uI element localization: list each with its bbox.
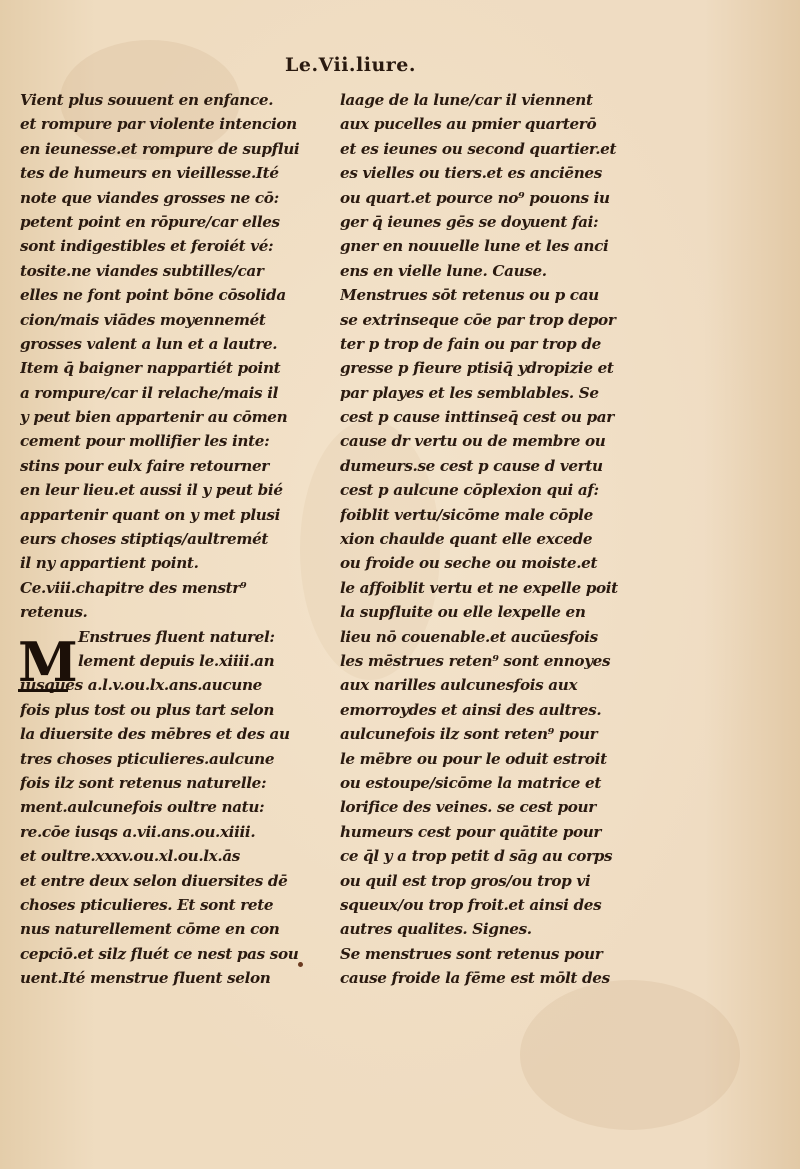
chapter-heading: Ce.viii.chapitre des menstr⁹ <box>20 578 247 597</box>
drop-initial-letter: M <box>18 630 78 694</box>
text-line: cause dr vertu ou de membre ou <box>340 432 606 451</box>
running-title: Le.Vii.liure. <box>285 54 416 76</box>
text-line: y peut bien appartenir au cōmen <box>20 408 288 427</box>
text-line: Item q̄ baigner nappartiét point <box>20 359 281 378</box>
text-line: ou froide ou seche ou moiste.et <box>340 554 598 573</box>
text-line: et oultre.xxxv.ou.xl.ou.lx.ās <box>20 847 241 866</box>
text-line: iusques a.l.v.ou.lx.ans.aucune <box>20 676 262 695</box>
text-line: Se menstrues sont retenus pour <box>340 944 603 963</box>
text-line: par playes et les semblables. Se <box>340 383 599 402</box>
text-line: eurs choses stiptiqs/aultremét <box>20 530 269 549</box>
left-column <box>20 88 322 990</box>
right-column <box>340 88 652 990</box>
text-line: emorroydes et ainsi des aultres. <box>340 700 602 719</box>
text-line: tosite.ne viandes subtilles/car <box>20 261 264 280</box>
text-line: ou estoupe/sicōme la matrice et <box>340 773 602 792</box>
text-line: et es ieunes ou second quartier.et <box>340 139 617 158</box>
text-line: cause froide la fēme est mōlt des <box>340 969 610 988</box>
text-line: le mēbre ou pour le oduit estroit <box>340 749 607 768</box>
text-line: Enstrues fluent naturel: <box>78 627 275 646</box>
text-line: gner en nouuelle lune et les anci <box>340 237 609 256</box>
text-line: fois plus tost ou plus tart selon <box>20 700 275 719</box>
text-line: ter p trop de fain ou par trop de <box>340 334 601 353</box>
text-line: petent point en rōpure/car elles <box>20 212 280 231</box>
text-line: la diuersite des mēbres et des au <box>20 725 290 744</box>
text-line: nus naturellement cōme en con <box>20 920 280 939</box>
text-line: les mēstrues reten⁹ sont ennoyes <box>340 651 611 670</box>
text-line: grosses valent a lun et a lautre. <box>20 334 278 353</box>
text-line: cest p cause inttinseq̄ cest ou par <box>340 408 614 427</box>
text-line: cest p aulcune cōplexion qui af: <box>340 481 599 500</box>
text-line: en ieunesse.et rompure de supflui <box>20 139 300 158</box>
text-line: elles ne font point bōne cōsolida <box>20 286 286 305</box>
text-line: ens en vielle lune. Cause. <box>340 261 547 280</box>
text-line: dumeurs.se cest p cause d vertu <box>340 456 603 475</box>
text-line: fois ilz sont retenus naturelle: <box>20 773 267 792</box>
text-line: stins pour eulx faire retourner <box>20 456 269 475</box>
text-line: uent.Ité menstrue fluent selon <box>20 969 271 988</box>
text-line: il ny appartient point. <box>20 554 199 573</box>
text-line: humeurs cest pour quātite pour <box>340 822 602 841</box>
text-line: a rompure/car il relache/mais il <box>20 383 279 402</box>
text-line: et entre deux selon diuersites dē <box>20 871 288 890</box>
text-line: aux pucelles au pmier quarterō <box>340 115 597 134</box>
text-line: ce q̄l y a trop petit d sāg au corps <box>340 847 613 866</box>
text-line: lorifice des veines. se cest pour <box>340 798 596 817</box>
text-line: Menstrues sōt retenus ou p cau <box>340 286 599 305</box>
text-line: cepciō.et silz fluét ce nest pas sou <box>20 944 299 963</box>
text-line: se extrinseque cōe par trop depor <box>340 310 616 329</box>
text-line: tres choses pticulieres.aulcune <box>20 749 275 768</box>
chapter-heading: retenus. <box>20 603 88 622</box>
text-line: tes de humeurs en vieillesse.Ité <box>20 164 279 183</box>
text-line: ment.aulcunefois oultre natu: <box>20 798 265 817</box>
text-line: sont indigestibles et feroiét vé: <box>20 237 274 256</box>
text-line: en leur lieu.et aussi il y peut bié <box>20 481 283 500</box>
text-line: cion/mais viādes moyennemét <box>20 310 266 329</box>
text-line: la supfluite ou elle lexpelle en <box>340 603 586 622</box>
text-line: et rompure par violente intencion <box>20 115 297 134</box>
text-line: choses pticulieres. Et sont rete <box>20 895 274 914</box>
text-line: re.cōe iusqs a.vii.ans.ou.xiiii. <box>20 822 256 841</box>
text-line: foiblit vertu/sicōme male cōple <box>340 505 593 524</box>
text-line: le affoiblit vertu et ne expelle poit <box>340 578 618 597</box>
text-line: lieu nō couenable.et aucūesfois <box>340 627 598 646</box>
text-line: autres qualites. Signes. <box>340 920 532 939</box>
text-line: es vielles ou tiers.et es anciēnes <box>340 164 602 183</box>
text-line: ou quil est trop gros/ou trop vi <box>340 871 591 890</box>
paper-stain <box>520 980 740 1130</box>
text-line: squeux/ou trop froit.et ainsi des <box>340 895 602 914</box>
text-line: ger q̄ ieunes gēs se doyuent fai: <box>340 212 599 231</box>
text-line: Vient plus souuent en enfance. <box>20 91 274 109</box>
text-line: laage de la lune/car il viennent <box>340 91 593 109</box>
text-line: cement pour mollifier les inte: <box>20 432 270 451</box>
text-line: appartenir quant on y met plusi <box>20 505 281 524</box>
text-line: ou quart.et pource no⁹ pouons iu <box>340 188 610 207</box>
text-line: note que viandes grosses ne cō: <box>20 188 279 207</box>
text-line: gresse p fieure ptisiq̄ ydropizie et <box>340 359 614 378</box>
text-line: aulcunefois ilz sont reten⁹ pour <box>340 725 598 744</box>
text-line: xion chaulde quant elle excede <box>340 530 593 549</box>
text-line: aux narilles aulcunesfois aux <box>340 676 578 695</box>
text-line: lement depuis le.xiiii.an <box>78 651 275 670</box>
